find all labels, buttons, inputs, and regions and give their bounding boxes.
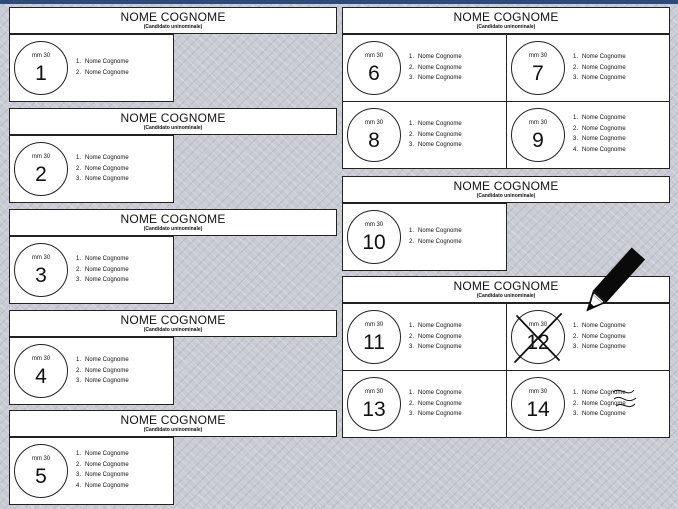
candidate-entry-name: Nome Cognome [418, 411, 462, 417]
candidate-entry: 2. Nome Cognome [409, 64, 462, 71]
list-cell-11[interactable] [342, 303, 507, 371]
candidate-entry: 2. Nome Cognome [573, 64, 626, 71]
top-border [0, 0, 678, 4]
list-cell-1[interactable] [9, 34, 174, 102]
candidate-list [409, 226, 462, 247]
candidate-entry-name: Nome Cognome [85, 277, 129, 283]
candidate-entry: 3. Nome Cognome [76, 277, 129, 283]
list-number: 7 [532, 62, 544, 85]
candidate-entry: 3. Nome Cognome [76, 472, 129, 478]
candidate-entry: 2. Nome Cognome [76, 461, 129, 468]
candidate-entry: 4. Nome Cognome [573, 146, 626, 153]
candidate-entry-name: Nome Cognome [418, 228, 462, 234]
candidate-entry-name: Nome Cognome [418, 400, 462, 407]
candidate-header [342, 176, 670, 203]
candidate-entry-name: Nome Cognome [418, 75, 462, 81]
candidate-subtitle: (Candidato uninominale) [476, 24, 536, 30]
candidate-entry: 3. Nome Cognome [573, 136, 626, 142]
candidate-subtitle: (Candidato uninominale) [143, 125, 203, 131]
symbol-size-label: mm 30 [364, 120, 384, 126]
candidate-entry: 4. Nome Cognome [76, 482, 129, 489]
candidate-header [9, 7, 337, 34]
candidate-entry: 1. Nome Cognome [76, 59, 129, 65]
candidate-entry-name: Nome Cognome [582, 125, 626, 132]
symbol-size-label: mm 30 [528, 322, 548, 328]
candidate-list [573, 52, 626, 84]
candidate-entry-name: Nome Cognome [85, 165, 129, 172]
candidate-entry: 2. Nome Cognome [409, 333, 462, 340]
candidate-list [76, 153, 129, 185]
candidate-entry-name: Nome Cognome [85, 378, 129, 384]
candidate-list [76, 355, 129, 387]
party-symbol-circle[interactable] [347, 108, 401, 162]
candidate-entry-name: Nome Cognome [85, 256, 129, 262]
candidate-entry-name: Nome Cognome [85, 266, 129, 273]
candidate-entry: 3. Nome Cognome [409, 75, 462, 81]
candidate-entry-name: Nome Cognome [85, 155, 129, 161]
candidate-entry-name: Nome Cognome [582, 411, 626, 417]
list-number: 14 [526, 398, 550, 421]
candidate-entry-name: Nome Cognome [85, 367, 129, 374]
candidate-list [409, 388, 462, 420]
vote-x-mark [509, 308, 567, 366]
candidate-entry: 3. Nome Cognome [76, 378, 129, 384]
candidate-entry: 1. Nome Cognome [76, 256, 129, 262]
candidate-entry: 3. Nome Cognome [409, 142, 462, 148]
candidate-entry-name: Nome Cognome [582, 115, 626, 121]
list-number: 2 [35, 163, 47, 186]
candidate-entry-name: Nome Cognome [418, 238, 462, 245]
symbol-size-label: mm 30 [528, 53, 548, 59]
candidate-header [9, 410, 337, 437]
candidate-entry: 1. Nome Cognome [409, 228, 462, 234]
candidate-entry-name: Nome Cognome [418, 390, 462, 396]
candidate-entry: 1. Nome Cognome [409, 323, 462, 329]
candidate-entry: 3. Nome Cognome [573, 75, 626, 81]
candidate-entry-name: Nome Cognome [418, 142, 462, 148]
candidate-entry-name: Nome Cognome [582, 64, 626, 71]
candidate-entry-name: Nome Cognome [582, 390, 626, 396]
candidate-entry: 1. Nome Cognome [573, 323, 626, 329]
list-number: 4 [35, 365, 47, 388]
list-cell-9[interactable] [506, 101, 670, 169]
party-symbol-circle[interactable] [14, 142, 68, 196]
symbol-size-label: mm 30 [31, 356, 51, 362]
candidate-entry-name: Nome Cognome [85, 59, 129, 65]
symbol-size-label: mm 30 [528, 389, 548, 395]
candidate-list [76, 57, 129, 78]
party-symbol-circle[interactable] [347, 377, 401, 431]
candidate-entry-name: Nome Cognome [418, 64, 462, 71]
candidate-subtitle: (Candidato uninominale) [143, 427, 203, 433]
list-number: 9 [532, 129, 544, 152]
candidate-entry: 2. Nome Cognome [409, 400, 462, 407]
candidate-entry-name: Nome Cognome [85, 472, 129, 478]
candidate-entry: 3. Nome Cognome [573, 344, 626, 350]
candidate-header [342, 7, 670, 34]
candidate-entry-name: Nome Cognome [582, 344, 626, 350]
candidate-entry-name: Nome Cognome [582, 75, 626, 81]
candidate-entry: 1. Nome Cognome [573, 115, 626, 121]
candidate-entry: 1. Nome Cognome [76, 155, 129, 161]
list-cell-8[interactable] [342, 101, 507, 169]
list-cell-6[interactable] [342, 34, 507, 102]
candidate-entry-name: Nome Cognome [582, 323, 626, 329]
scribble-mark [610, 384, 640, 414]
candidate-header [9, 108, 337, 135]
candidate-entry-name: Nome Cognome [418, 54, 462, 60]
candidate-entry-name: Nome Cognome [85, 176, 129, 182]
candidate-entry-name: Nome Cognome [582, 400, 626, 407]
candidate-entry: 2. Nome Cognome [76, 266, 129, 273]
list-number: 13 [362, 398, 386, 421]
symbol-size-label: mm 30 [364, 222, 384, 228]
candidate-entry: 1. Nome Cognome [76, 451, 129, 457]
candidate-name: NOME COGNOME [453, 10, 559, 24]
candidate-name: NOME COGNOME [120, 212, 226, 226]
party-symbol-circle[interactable] [14, 344, 68, 398]
candidate-entry: 3. Nome Cognome [409, 344, 462, 350]
candidate-list [573, 321, 626, 353]
candidate-name: NOME COGNOME [120, 313, 226, 327]
candidate-entry-name: Nome Cognome [418, 333, 462, 340]
party-symbol-circle[interactable] [511, 377, 565, 431]
candidate-header [9, 209, 337, 236]
candidate-entry: 3. Nome Cognome [76, 176, 129, 182]
pencil-icon [574, 245, 648, 323]
symbol-size-label: mm 30 [528, 120, 548, 126]
list-number: 12 [526, 331, 550, 354]
candidate-name: NOME COGNOME [120, 10, 226, 24]
candidate-entry-name: Nome Cognome [85, 69, 129, 76]
candidate-entry: 3. Nome Cognome [573, 411, 626, 417]
candidate-name: NOME COGNOME [120, 413, 226, 427]
candidate-header [9, 310, 337, 337]
list-cell-2[interactable] [9, 135, 174, 203]
candidate-list [409, 119, 462, 151]
candidate-name: NOME COGNOME [120, 111, 226, 125]
candidate-entry-name: Nome Cognome [418, 131, 462, 138]
candidate-entry-name: Nome Cognome [418, 344, 462, 350]
candidate-entry: 2. Nome Cognome [76, 69, 129, 76]
candidate-entry: 2. Nome Cognome [573, 125, 626, 132]
candidate-entry: 2. Nome Cognome [409, 131, 462, 138]
party-symbol-circle[interactable] [14, 41, 68, 95]
candidate-entry: 1. Nome Cognome [76, 357, 129, 363]
candidate-list [76, 449, 129, 491]
candidate-subtitle: (Candidato uninominale) [476, 293, 536, 299]
list-cell-10[interactable] [342, 203, 507, 271]
candidate-subtitle: (Candidato uninominale) [143, 327, 203, 333]
candidate-entry-name: Nome Cognome [582, 333, 626, 340]
candidate-name: NOME COGNOME [453, 179, 559, 193]
list-cell-3[interactable] [9, 236, 174, 304]
candidate-name: NOME COGNOME [453, 279, 559, 293]
candidate-entry: 1. Nome Cognome [409, 121, 462, 127]
candidate-entry: 1. Nome Cognome [573, 390, 626, 396]
candidate-entry-name: Nome Cognome [85, 482, 129, 489]
symbol-size-label: mm 30 [364, 322, 384, 328]
candidate-entry: 1. Nome Cognome [573, 54, 626, 60]
candidate-entry: 1. Nome Cognome [409, 390, 462, 396]
party-symbol-circle[interactable] [347, 41, 401, 95]
candidate-entry: 2. Nome Cognome [573, 400, 626, 407]
candidate-entry: 3. Nome Cognome [409, 411, 462, 417]
party-symbol-circle[interactable] [347, 310, 401, 364]
candidate-entry-name: Nome Cognome [85, 451, 129, 457]
list-cell-7[interactable] [506, 34, 670, 102]
candidate-entry: 2. Nome Cognome [76, 165, 129, 172]
candidate-entry-name: Nome Cognome [418, 323, 462, 329]
list-cell-4[interactable] [9, 337, 174, 405]
list-number: 5 [35, 465, 47, 488]
candidate-subtitle: (Candidato uninominale) [476, 193, 536, 199]
symbol-size-label: mm 30 [31, 255, 51, 261]
symbol-size-label: mm 30 [364, 389, 384, 395]
party-symbol-circle[interactable] [14, 243, 68, 297]
symbol-size-label: mm 30 [31, 456, 51, 462]
list-number: 1 [35, 62, 47, 85]
list-cell-13[interactable] [342, 370, 507, 438]
symbol-size-label: mm 30 [364, 53, 384, 59]
list-number: 8 [368, 129, 380, 152]
party-symbol-circle[interactable] [347, 210, 401, 264]
candidate-entry-name: Nome Cognome [582, 146, 626, 153]
candidate-entry-name: Nome Cognome [582, 54, 626, 60]
candidate-entry-name: Nome Cognome [85, 357, 129, 363]
candidate-list [409, 321, 462, 353]
list-number: 10 [362, 231, 386, 254]
symbol-size-label: mm 30 [31, 154, 51, 160]
candidate-list [76, 254, 129, 286]
party-symbol-circle[interactable] [511, 41, 565, 95]
candidate-subtitle: (Candidato uninominale) [143, 226, 203, 232]
list-number: 3 [35, 264, 47, 287]
candidate-entry: 2. Nome Cognome [76, 367, 129, 374]
candidate-entry-name: Nome Cognome [418, 121, 462, 127]
list-cell-14[interactable] [506, 370, 670, 438]
candidate-entry-name: Nome Cognome [85, 461, 129, 468]
candidate-list [409, 52, 462, 84]
party-symbol-circle[interactable] [511, 108, 565, 162]
party-symbol-circle[interactable] [14, 444, 68, 498]
candidate-entry: 2. Nome Cognome [409, 238, 462, 245]
list-cell-5[interactable] [9, 437, 174, 505]
symbol-size-label: mm 30 [31, 53, 51, 59]
candidate-subtitle: (Candidato uninominale) [143, 24, 203, 30]
candidate-entry: 1. Nome Cognome [409, 54, 462, 60]
candidate-entry: 2. Nome Cognome [573, 333, 626, 340]
list-number: 6 [368, 62, 380, 85]
candidate-entry-name: Nome Cognome [582, 136, 626, 142]
candidate-list [573, 113, 626, 155]
list-number: 11 [363, 331, 385, 354]
